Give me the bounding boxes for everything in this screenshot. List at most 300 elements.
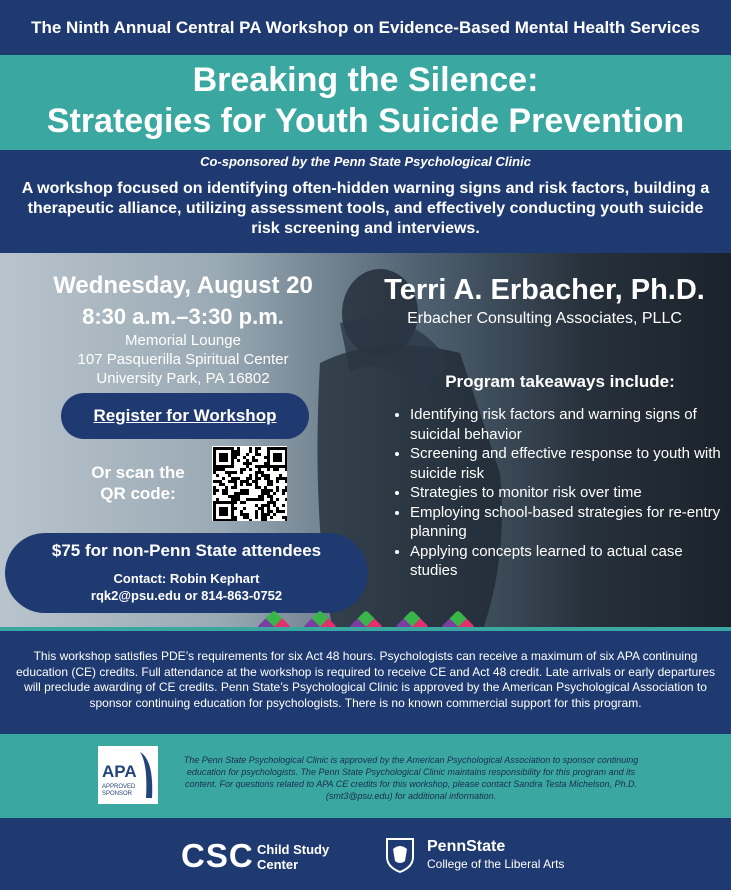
qr-module xyxy=(216,519,219,521)
qr-module xyxy=(219,480,222,483)
qr-module xyxy=(267,489,270,492)
qr-code[interactable] xyxy=(212,446,287,521)
qr-module xyxy=(264,513,267,516)
qr-module xyxy=(255,513,258,516)
qr-module xyxy=(240,489,243,492)
qr-module xyxy=(255,471,258,474)
qr-module xyxy=(249,468,252,471)
qr-module xyxy=(276,498,279,501)
qr-module xyxy=(261,465,264,468)
qr-module xyxy=(246,453,249,456)
qr-module xyxy=(219,519,222,521)
event-date: Wednesday, August 20 xyxy=(53,272,313,299)
event-time: 8:30 a.m.–3:30 p.m. xyxy=(82,304,284,329)
takeaways-list xyxy=(395,405,730,581)
qr-module xyxy=(225,510,228,513)
qr-module xyxy=(216,465,219,468)
qr-module xyxy=(213,519,216,521)
qr-module xyxy=(285,450,287,453)
qr-module xyxy=(243,468,246,471)
qr-module xyxy=(222,477,225,480)
qr-module xyxy=(231,456,234,459)
qr-module xyxy=(258,447,261,450)
qr-module xyxy=(264,489,267,492)
qr-module xyxy=(258,477,261,480)
takeaway-item: • Screening and effective response to youth with suicide risk xyxy=(410,444,730,483)
takeaways-heading: Program takeaways include: xyxy=(445,372,675,391)
qr-module xyxy=(273,459,276,462)
qr-module xyxy=(285,519,287,521)
qr-module xyxy=(282,489,285,492)
qr-module xyxy=(264,462,267,465)
qr-module xyxy=(219,459,222,462)
qr-module xyxy=(246,492,249,495)
qr-module xyxy=(267,480,270,483)
qr-module xyxy=(243,516,246,519)
qr-module xyxy=(213,501,216,504)
qr-module xyxy=(222,468,225,471)
qr-module xyxy=(270,447,273,450)
qr-module xyxy=(222,489,225,492)
qr-module xyxy=(267,450,270,453)
title-line-2: Strategies for Youth Suicide Prevention xyxy=(46,102,685,140)
qr-module xyxy=(264,492,267,495)
qr-module xyxy=(276,465,279,468)
qr-module xyxy=(276,510,279,513)
qr-module xyxy=(231,480,234,483)
qr-module xyxy=(267,513,270,516)
qr-module xyxy=(264,504,267,507)
qr-module xyxy=(252,456,255,459)
qr-module xyxy=(276,456,279,459)
speaker-name: Terri A. Erbacher, Ph.D. xyxy=(384,274,705,306)
qr-module xyxy=(228,465,231,468)
qr-module xyxy=(237,477,240,480)
qr-module xyxy=(276,459,279,462)
qr-module xyxy=(261,492,264,495)
qr-module xyxy=(231,450,234,453)
qr-module xyxy=(276,489,279,492)
cosponsor-text: Co-sponsored by the Penn State Psychological Clinic xyxy=(200,154,531,169)
qr-module xyxy=(276,477,279,480)
qr-module xyxy=(255,504,258,507)
qr-module xyxy=(276,447,279,450)
qr-module xyxy=(222,501,225,504)
qr-module xyxy=(246,477,249,480)
qr-module xyxy=(228,474,231,477)
title-line-1: Breaking the Silence: xyxy=(192,61,539,99)
qr-module xyxy=(279,453,282,456)
qr-module xyxy=(213,480,216,483)
qr-module xyxy=(240,483,243,486)
qr-module xyxy=(231,465,234,468)
qr-module xyxy=(231,504,234,507)
qr-module xyxy=(222,465,225,468)
qr-module xyxy=(285,489,287,492)
qr-module xyxy=(249,519,252,521)
qr-module xyxy=(219,483,222,486)
qr-module xyxy=(255,450,258,453)
qr-label: Or scan the QR code: xyxy=(91,463,185,503)
qr-module xyxy=(240,501,243,504)
qr-module xyxy=(219,507,222,510)
qr-module xyxy=(234,516,237,519)
qr-module xyxy=(222,447,225,450)
qr-module xyxy=(231,507,234,510)
qr-module xyxy=(213,453,216,456)
qr-module xyxy=(267,495,270,498)
qr-module xyxy=(219,501,222,504)
qr-module xyxy=(213,516,216,519)
qr-module xyxy=(243,462,246,465)
qr-module xyxy=(234,498,237,501)
qr-module xyxy=(264,516,267,519)
register-button[interactable]: Register for Workshop xyxy=(61,393,309,439)
qr-module xyxy=(255,498,258,501)
price-pill xyxy=(5,533,368,613)
qr-module xyxy=(231,513,234,516)
qr-module xyxy=(225,456,228,459)
qr-module xyxy=(282,447,285,450)
qr-module xyxy=(261,507,264,510)
qr-module xyxy=(258,486,261,489)
qr-module xyxy=(252,480,255,483)
qr-module xyxy=(231,486,234,489)
qr-module xyxy=(255,480,258,483)
contact-details[interactable]: rqk2@psu.edu or 814-863-0752 xyxy=(90,588,283,603)
qr-module xyxy=(243,501,246,504)
qr-module xyxy=(219,456,222,459)
penn-state-college: College of the Liberal Arts xyxy=(427,857,565,871)
credit-disclaimer-band xyxy=(0,631,731,734)
qr-module xyxy=(261,519,264,521)
qr-module xyxy=(219,447,222,450)
qr-module xyxy=(228,495,231,498)
qr-module xyxy=(279,510,282,513)
qr-module xyxy=(282,477,285,480)
credit-disclaimer: This workshop satisfies PDE’s requirements for six Act 48 hours. Psychologists can receive a maximum of six APA continuing education (CE) credits. Full attendance at the workshop is required to receive CE and Act 48 credit. Late arrivals or early departures will preclude awarding of CE credits. Penn State’s Psychological Clinic is approved by the American Psychological Association to sponsor continuing education for psychologists. There is no known commercial support for this program. xyxy=(15,649,716,710)
qr-module xyxy=(267,483,270,486)
qr-module xyxy=(270,465,273,468)
qr-module xyxy=(273,456,276,459)
qr-module xyxy=(216,489,219,492)
qr-module xyxy=(279,477,282,480)
csc-logo: CSC xyxy=(181,837,254,874)
qr-module xyxy=(285,459,287,462)
qr-module xyxy=(285,498,287,501)
qr-module xyxy=(264,519,267,521)
qr-module xyxy=(243,492,246,495)
qr-module xyxy=(228,447,231,450)
qr-module xyxy=(252,459,255,462)
qr-module xyxy=(237,453,240,456)
qr-module xyxy=(267,510,270,513)
qr-module xyxy=(225,501,228,504)
qr-module xyxy=(222,453,225,456)
qr-module xyxy=(243,489,246,492)
qr-module xyxy=(234,480,237,483)
qr-module xyxy=(267,468,270,471)
qr-module xyxy=(213,486,216,489)
qr-module xyxy=(225,507,228,510)
qr-module xyxy=(282,492,285,495)
event-series-title: The Ninth Annual Central PA Workshop on Evidence-Based Mental Health Services xyxy=(31,17,700,37)
qr-module xyxy=(234,450,237,453)
qr-module xyxy=(234,477,237,480)
qr-module xyxy=(255,516,258,519)
qr-module xyxy=(231,453,234,456)
qr-module xyxy=(273,504,276,507)
qr-module xyxy=(237,459,240,462)
qr-module xyxy=(261,504,264,507)
qr-module xyxy=(258,468,261,471)
qr-module xyxy=(228,471,231,474)
qr-module xyxy=(231,495,234,498)
qr-module xyxy=(285,468,287,471)
qr-module xyxy=(216,447,219,450)
qr-module xyxy=(240,480,243,483)
qr-module xyxy=(285,516,287,519)
qr-module xyxy=(264,456,267,459)
qr-module xyxy=(243,456,246,459)
qr-module xyxy=(234,456,237,459)
csc-name-line-2: Center xyxy=(257,857,299,872)
qr-module xyxy=(249,462,252,465)
qr-module xyxy=(216,501,219,504)
qr-module xyxy=(285,477,287,480)
qr-module xyxy=(255,453,258,456)
qr-module xyxy=(267,456,270,459)
qr-module xyxy=(216,474,219,477)
qr-module xyxy=(282,510,285,513)
qr-module xyxy=(282,516,285,519)
qr-module xyxy=(267,447,270,450)
price-text: $75 for non-Penn State attendees xyxy=(51,541,322,560)
qr-module xyxy=(249,447,252,450)
qr-module xyxy=(222,507,225,510)
event-series-bar xyxy=(0,0,731,55)
penn-state-shield-icon xyxy=(385,837,415,873)
qr-module xyxy=(225,453,228,456)
qr-module xyxy=(222,510,225,513)
qr-module xyxy=(261,516,264,519)
footer xyxy=(0,818,731,890)
qr-module xyxy=(219,465,222,468)
qr-module xyxy=(264,486,267,489)
qr-module xyxy=(231,501,234,504)
qr-module xyxy=(225,459,228,462)
qr-module xyxy=(225,486,228,489)
qr-module xyxy=(231,516,234,519)
qr-module xyxy=(213,465,216,468)
qr-module xyxy=(285,453,287,456)
qr-module xyxy=(234,501,237,504)
qr-module xyxy=(258,453,261,456)
qr-module xyxy=(246,498,249,501)
takeaway-item: • Identifying risk factors and warning signs of suicidal behavior xyxy=(410,405,730,444)
qr-module xyxy=(270,483,273,486)
takeaway-item: • Strategies to monitor risk over time xyxy=(410,483,730,503)
qr-module xyxy=(225,519,228,521)
apa-statement: The Penn State Psychological Clinic is approved by the American Psychological Association to sponsor continuing education for psychologists. The Penn State Psychological Clinic maintains responsibility for this program and its content. For questions related to APA CE credits for this workshop, please contact Sandra Testa Michelson, Ph.D. (smt3@psu.edu) for additional information. xyxy=(183,755,639,801)
qr-module xyxy=(249,450,252,453)
qr-module xyxy=(213,507,216,510)
qr-module xyxy=(237,495,240,498)
qr-module xyxy=(258,495,261,498)
contact-info xyxy=(5,570,368,604)
qr-module xyxy=(225,492,228,495)
qr-module xyxy=(285,465,287,468)
qr-module xyxy=(279,456,282,459)
qr-module xyxy=(285,447,287,450)
qr-module xyxy=(276,453,279,456)
qr-module xyxy=(231,519,234,521)
qr-module xyxy=(255,483,258,486)
qr-module xyxy=(273,513,276,516)
venue-address: 107 Pasquerilla Spiritual Center xyxy=(77,351,289,368)
qr-module xyxy=(270,480,273,483)
qr-module xyxy=(222,513,225,516)
qr-module xyxy=(282,465,285,468)
qr-module xyxy=(285,486,287,489)
qr-module xyxy=(216,468,219,471)
qr-module xyxy=(264,477,267,480)
qr-module xyxy=(237,498,240,501)
apa-logo-subtext: APPROVED SPONSOR xyxy=(102,784,136,797)
qr-module xyxy=(213,510,216,513)
qr-module xyxy=(285,462,287,465)
qr-module xyxy=(213,462,216,465)
qr-module xyxy=(282,504,285,507)
qr-module xyxy=(270,489,273,492)
qr-module xyxy=(231,471,234,474)
qr-module xyxy=(246,516,249,519)
qr-module xyxy=(213,450,216,453)
qr-module xyxy=(273,447,276,450)
qr-module xyxy=(228,480,231,483)
qr-module xyxy=(267,474,270,477)
qr-module xyxy=(285,456,287,459)
qr-module xyxy=(246,480,249,483)
qr-module xyxy=(261,471,264,474)
qr-module xyxy=(246,465,249,468)
qr-module xyxy=(264,465,267,468)
qr-module xyxy=(246,462,249,465)
qr-module xyxy=(237,450,240,453)
qr-module xyxy=(225,513,228,516)
qr-module xyxy=(261,498,264,501)
qr-module xyxy=(231,510,234,513)
qr-module xyxy=(213,459,216,462)
apa-logo xyxy=(98,746,158,804)
qr-module xyxy=(225,489,228,492)
qr-module xyxy=(240,510,243,513)
qr-module xyxy=(219,510,222,513)
qr-module xyxy=(222,519,225,521)
qr-module xyxy=(222,492,225,495)
qr-module xyxy=(267,453,270,456)
qr-module xyxy=(216,498,219,501)
qr-module xyxy=(273,453,276,456)
qr-module xyxy=(270,516,273,519)
qr-module xyxy=(261,495,264,498)
qr-module xyxy=(270,498,273,501)
takeaway-item: • Applying concepts learned to actual case studies xyxy=(410,542,730,581)
apa-swoosh-icon xyxy=(136,750,156,800)
qr-module xyxy=(258,471,261,474)
qr-module xyxy=(222,459,225,462)
qr-module xyxy=(279,447,282,450)
qr-module xyxy=(264,474,267,477)
qr-module xyxy=(240,468,243,471)
qr-module xyxy=(234,483,237,486)
qr-module xyxy=(273,501,276,504)
qr-module xyxy=(234,486,237,489)
qr-module xyxy=(285,480,287,483)
qr-module xyxy=(231,477,234,480)
qr-module xyxy=(231,498,234,501)
qr-module xyxy=(213,471,216,474)
qr-module xyxy=(270,495,273,498)
qr-module xyxy=(234,507,237,510)
qr-module xyxy=(270,510,273,513)
qr-module xyxy=(237,492,240,495)
qr-module xyxy=(243,480,246,483)
qr-module xyxy=(219,453,222,456)
qr-module xyxy=(267,459,270,462)
qr-module xyxy=(234,471,237,474)
qr-module xyxy=(213,468,216,471)
qr-module xyxy=(243,507,246,510)
qr-module xyxy=(234,453,237,456)
qr-module xyxy=(276,507,279,510)
qr-module xyxy=(231,459,234,462)
csc-name xyxy=(257,842,329,872)
qr-module xyxy=(276,468,279,471)
qr-module xyxy=(255,477,258,480)
qr-module xyxy=(228,519,231,521)
qr-module xyxy=(219,513,222,516)
description-band xyxy=(0,150,731,253)
qr-module xyxy=(225,465,228,468)
qr-module xyxy=(255,447,258,450)
qr-module xyxy=(231,462,234,465)
speaker-organization: Erbacher Consulting Associates, PLLC xyxy=(407,310,682,327)
qr-module xyxy=(252,498,255,501)
qr-module xyxy=(267,501,270,504)
qr-module xyxy=(258,507,261,510)
qr-module xyxy=(279,465,282,468)
qr-module xyxy=(228,501,231,504)
qr-module xyxy=(273,465,276,468)
qr-module xyxy=(255,465,258,468)
qr-module xyxy=(240,471,243,474)
qr-module xyxy=(213,504,216,507)
qr-module xyxy=(231,447,234,450)
qr-module xyxy=(279,474,282,477)
qr-module xyxy=(216,480,219,483)
contact-name: Contact: Robin Kephart xyxy=(113,571,260,586)
qr-module xyxy=(267,465,270,468)
qr-module xyxy=(213,447,216,450)
qr-module xyxy=(279,459,282,462)
apa-logo-text: APA xyxy=(102,762,137,781)
qr-module xyxy=(234,495,237,498)
venue-city: University Park, PA 16802 xyxy=(96,370,270,387)
takeaway-item: • Employing school-based strategies for re-entry planning xyxy=(410,503,730,542)
qr-module xyxy=(276,486,279,489)
qr-module xyxy=(243,513,246,516)
